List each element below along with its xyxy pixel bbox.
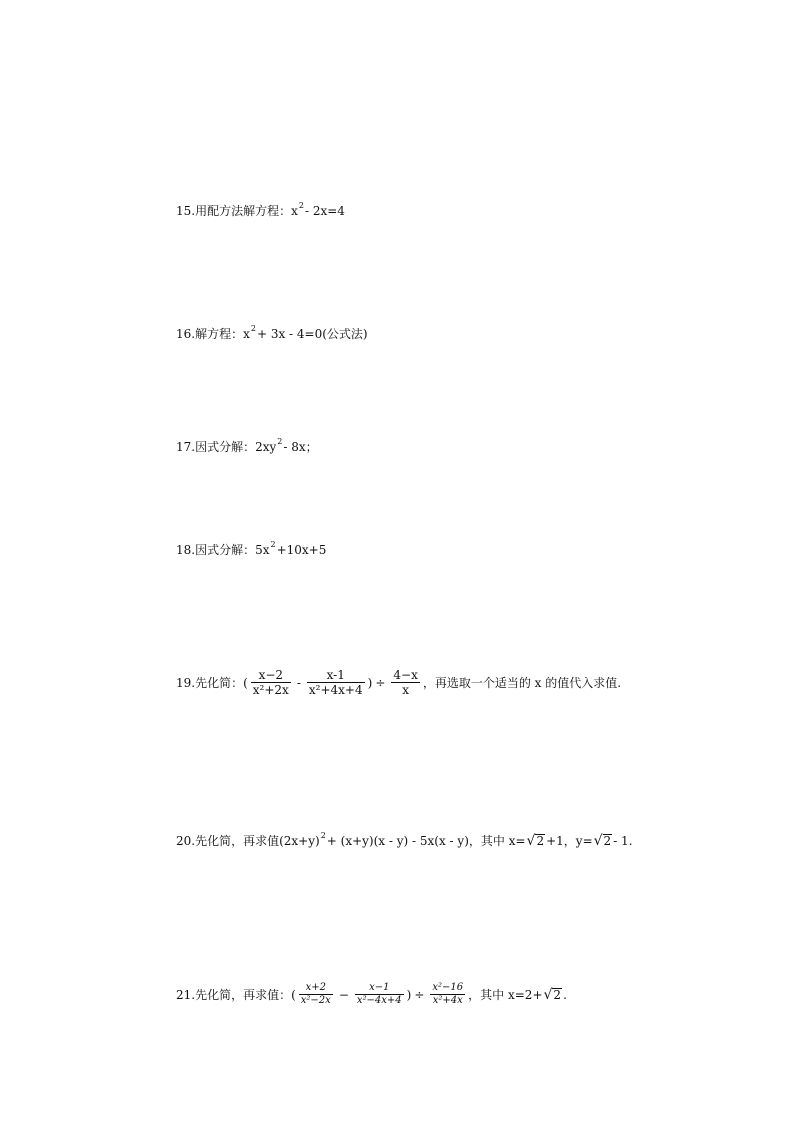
question-21-close-paren: ) <box>406 987 412 1002</box>
question-19-fraction-1-denominator: x²+2x <box>252 683 289 697</box>
sqrt-icon: √ <box>543 986 553 1003</box>
question-16 <box>176 325 368 342</box>
question-21-fraction-1-numerator: x+2 <box>305 982 326 993</box>
question-16-prefix: 16.解方程： <box>176 327 244 341</box>
question-21-fraction-3 <box>430 982 465 1007</box>
question-20-sqrt-1 <box>527 834 546 848</box>
question-19-prefix: 19.先化简：( <box>176 676 248 690</box>
question-21-fraction-1 <box>299 982 333 1007</box>
question-21-fraction-3-numerator: x²−16 <box>432 982 464 993</box>
question-16-expr-a: x <box>243 326 250 341</box>
question-16-exponent: 2 <box>250 324 256 333</box>
question-17-expr-b: - 8x； <box>283 440 318 454</box>
question-18-expr-a: 5x <box>255 542 270 557</box>
question-21-fraction-3-denominator: x²+4x <box>432 995 463 1006</box>
question-20-sqrt-2 <box>594 834 613 848</box>
question-19-fraction-3-numerator: 4−x <box>393 668 418 682</box>
sqrt-icon: √ <box>593 832 603 849</box>
question-21-fraction-2 <box>355 982 404 1007</box>
question-15-exponent: 2 <box>298 201 304 210</box>
question-19-fraction-2-denominator: x²+4x+4 <box>308 683 363 697</box>
question-20-mid: + (x+y)(x - y) - 5x(x - y)，其中 x= <box>326 834 526 848</box>
question-17-expr-a: 2xy <box>255 439 277 454</box>
question-18-exponent: 2 <box>270 540 276 549</box>
question-16-expr-b: + 3x - 4=0(公式法) <box>256 327 368 341</box>
question-20-radicand-2: 2 <box>603 833 612 848</box>
question-19-close-paren: ) <box>367 675 373 690</box>
question-21-fraction-2-denominator: x²−4x+4 <box>356 995 402 1006</box>
question-21-mid: ，其中 x=2+ <box>468 988 543 1002</box>
question-20-radicand-1: 2 <box>536 833 545 848</box>
question-19-operator-1: - <box>296 675 301 690</box>
question-21-operator-2: ÷ <box>414 987 425 1002</box>
question-21-operator-1: − <box>338 987 349 1002</box>
question-19-suffix: ，再选取一个适当的 x 的值代入求值. <box>422 676 622 690</box>
question-20-exponent: 2 <box>320 831 326 840</box>
question-15 <box>176 202 345 219</box>
question-17-exponent: 2 <box>277 437 283 446</box>
question-15-expr-a: x <box>291 203 298 218</box>
question-19-fraction-2 <box>307 668 365 697</box>
question-19 <box>176 668 621 697</box>
question-18-prefix: 18.因式分解： <box>176 543 256 557</box>
question-21 <box>176 982 567 1007</box>
question-20-prefix: 20.先化简，再求值(2x+y) <box>176 834 320 848</box>
question-19-fraction-3 <box>391 668 419 697</box>
question-19-fraction-2-numerator: x-1 <box>326 668 345 682</box>
question-21-prefix: 21.先化简，再求值：( <box>176 988 296 1002</box>
question-17-prefix: 17.因式分解： <box>176 440 256 454</box>
question-20-suffix: - 1. <box>613 833 633 848</box>
question-20-mid2: +1，y= <box>546 834 593 848</box>
question-21-fraction-1-denominator: x²−2x <box>300 995 331 1006</box>
question-18-expr-b: +10x+5 <box>276 542 327 557</box>
question-21-sqrt <box>544 988 563 1002</box>
question-21-fraction-2-numerator: x−1 <box>369 982 390 993</box>
question-17 <box>176 438 318 455</box>
question-15-prefix: 15.用配方法解方程： <box>176 204 292 218</box>
question-19-fraction-1 <box>251 668 291 697</box>
question-15-expr-b: - 2x=4 <box>304 203 345 218</box>
question-18 <box>176 541 326 558</box>
sqrt-icon: √ <box>526 832 536 849</box>
question-19-fraction-3-denominator: x <box>402 683 409 697</box>
question-20 <box>176 832 633 849</box>
question-19-fraction-1-numerator: x−2 <box>258 668 284 682</box>
question-21-radicand: 2 <box>553 987 562 1002</box>
question-19-operator-2: ÷ <box>375 675 386 690</box>
question-21-suffix: . <box>563 987 567 1002</box>
